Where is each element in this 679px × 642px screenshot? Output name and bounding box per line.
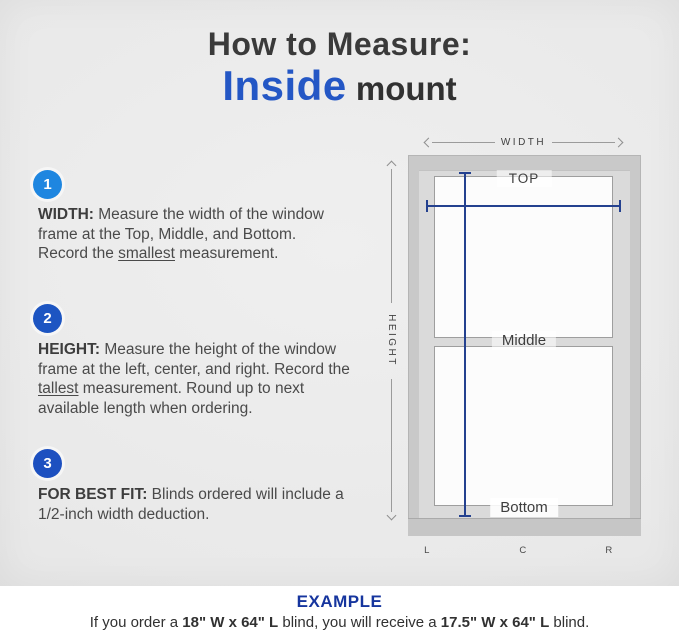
arrow-line	[432, 142, 495, 143]
step-3-badge: 3	[33, 449, 62, 478]
example-heading: EXAMPLE	[296, 592, 383, 611]
window-lower-sash	[434, 346, 613, 506]
arrow-up-icon	[386, 161, 396, 171]
height-measure-tick-bottom	[459, 515, 471, 517]
arrow-down-icon	[386, 511, 396, 521]
width-dimension-arrow	[425, 136, 622, 148]
height-label: HEIGHT	[385, 314, 397, 367]
page-title: How to Measure:	[207, 26, 472, 62]
subtitle-highlight: Inside	[222, 62, 347, 109]
width-measure-tick-left	[426, 200, 428, 212]
arrow-line	[552, 142, 615, 143]
window-upper-sash	[434, 176, 613, 338]
step-1-badge: 1	[33, 170, 62, 199]
step-2-text: HEIGHT: Measure the height of the window frame at the left, center, and right. Record the tallest measurement. Round up to next available length when ordering.	[38, 341, 350, 417]
arrow-left-icon	[424, 137, 434, 147]
width-measure-tick-right	[619, 200, 621, 212]
step-2-badge: 2	[33, 304, 62, 333]
tick-left: L	[424, 545, 430, 556]
height-measure-tick-top	[459, 172, 471, 174]
tick-center: C	[519, 545, 527, 556]
arrow-line	[391, 379, 392, 513]
width-measure-line	[427, 205, 621, 207]
arrow-line	[391, 169, 392, 303]
page-subtitle	[0, 62, 679, 110]
example-text: If you order a 18" W x 64" L blind, you will receive a 17.5" W x 64" L blind.	[89, 614, 590, 631]
width-label: WIDTH	[500, 136, 547, 148]
step-3-text: FOR BEST FIT: Blinds ordered will include a 1/2-inch width deduction.	[38, 486, 344, 523]
arrow-right-icon	[614, 137, 624, 147]
middle-position-label: Middle	[492, 331, 556, 350]
step-1-text: WIDTH: Measure the width of the window frame at the Top, Middle, and Bottom. Record the smallest measurement.	[38, 206, 324, 262]
subtitle-suffix: mount	[346, 70, 457, 107]
bottom-position-label: Bottom	[490, 498, 558, 517]
height-dimension-arrow	[384, 162, 398, 519]
height-measure-line	[464, 172, 466, 517]
tick-right: R	[605, 545, 613, 556]
top-position-label: TOP	[497, 170, 552, 187]
window-sill	[408, 518, 641, 536]
